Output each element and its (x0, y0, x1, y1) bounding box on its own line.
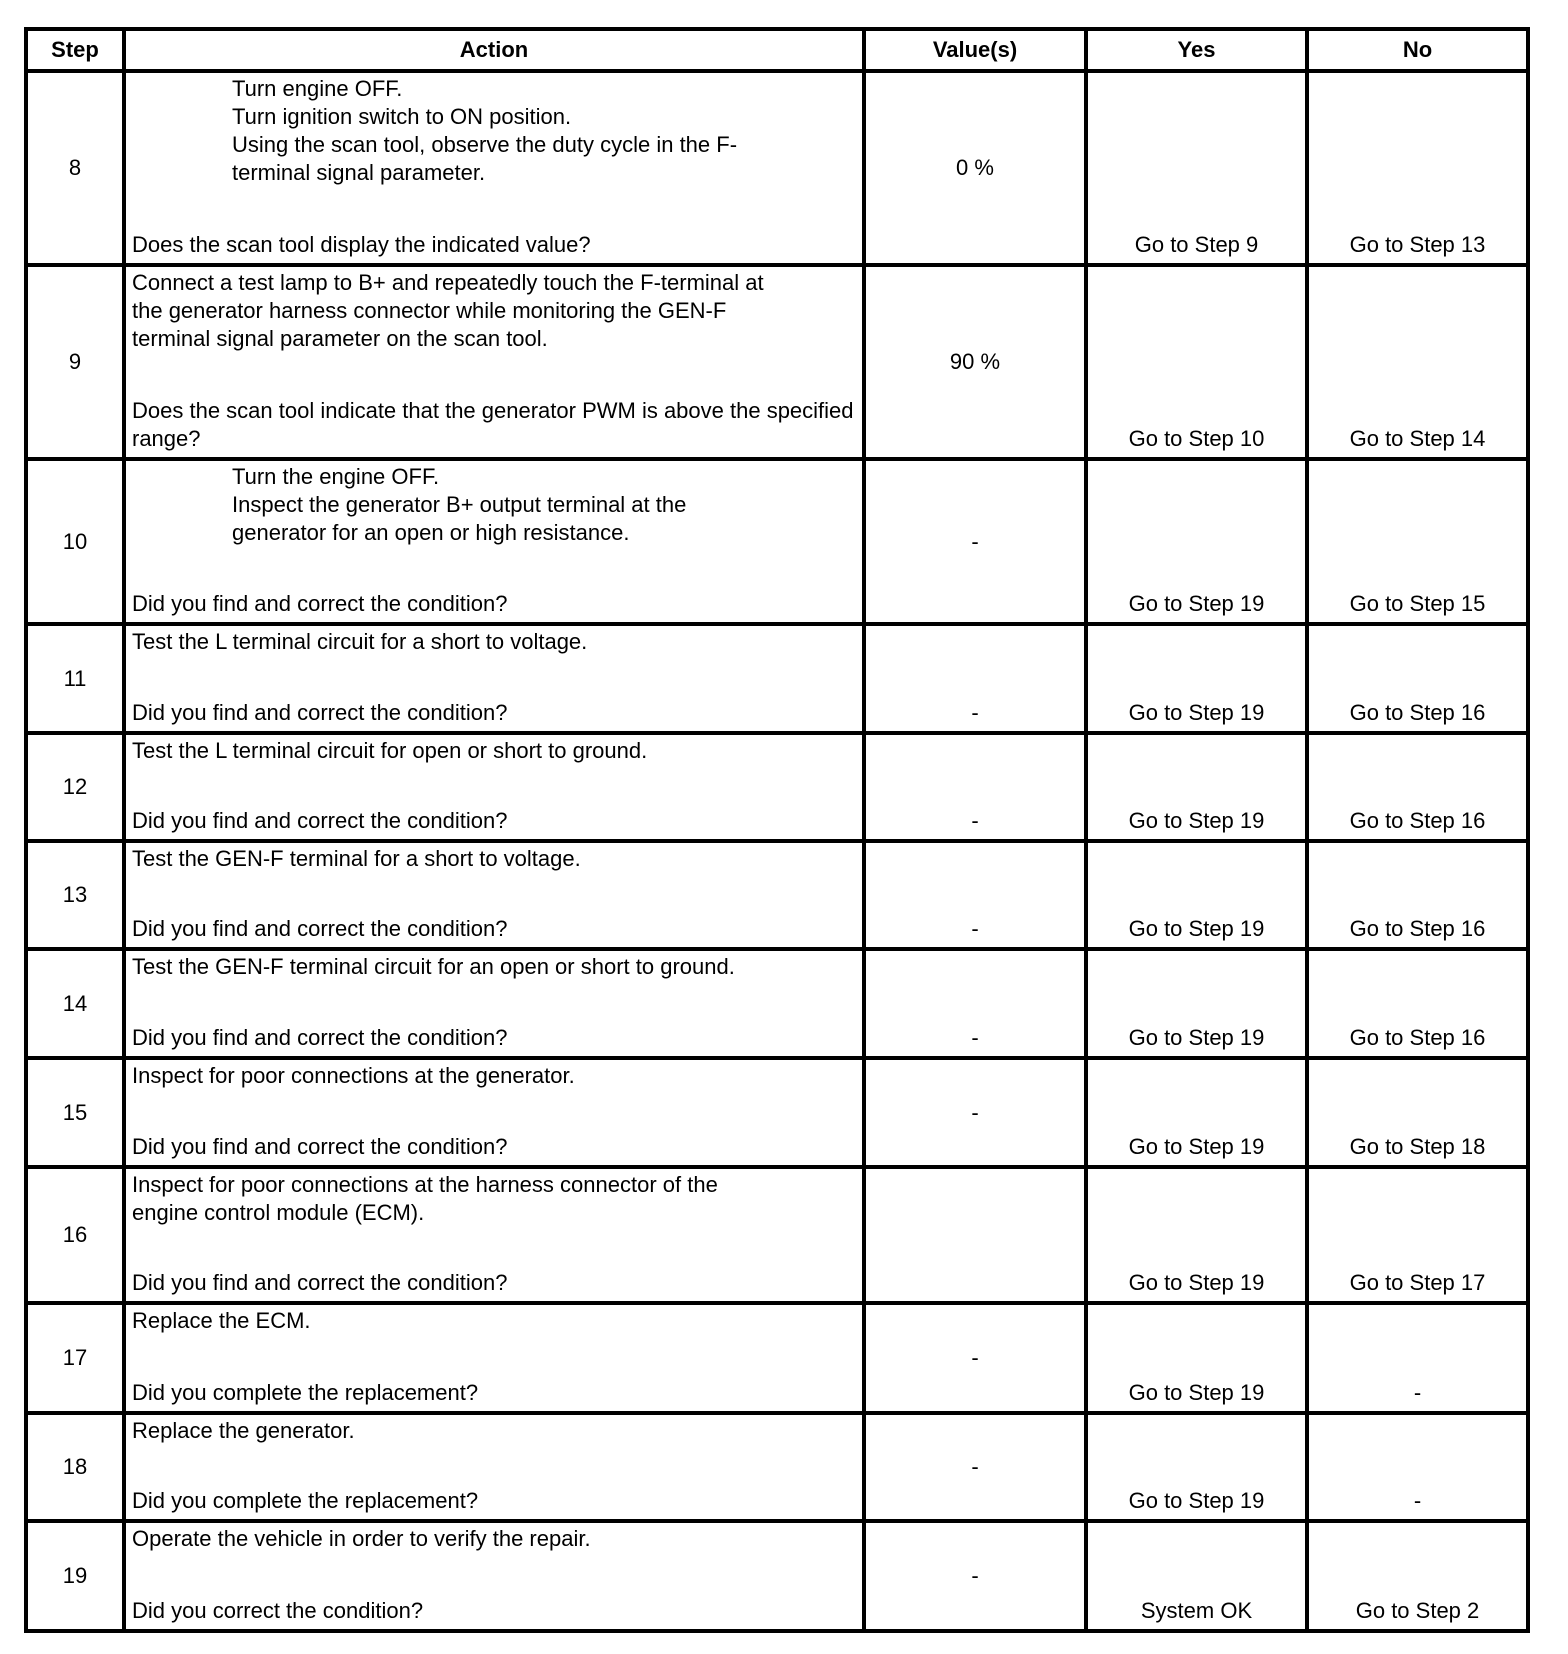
action-content (126, 735, 862, 839)
table-row (26, 1521, 1528, 1631)
action-instructions (132, 269, 856, 353)
action-content (126, 951, 862, 1056)
step-number: 16 (26, 1167, 124, 1303)
action-instructions (132, 1062, 856, 1090)
instruction-line: terminal signal parameter. (232, 160, 486, 185)
value-cell: - (864, 459, 1086, 624)
action-question: Did you complete the replacement? (132, 1488, 479, 1513)
no-result: Go to Step 17 (1307, 1167, 1528, 1303)
instruction-line: Turn ignition switch to ON position. (232, 104, 572, 129)
action-instructions (132, 75, 856, 187)
yes-result: Go to Step 19 (1086, 1058, 1307, 1167)
instruction-line: Inspect for poor connections at the harness connector of the (132, 1172, 718, 1197)
action-instructions (132, 953, 856, 981)
yes-result: Go to Step 9 (1086, 71, 1307, 265)
action-question: Did you find and correct the condition? (132, 591, 508, 616)
instruction-line: Replace the generator. (132, 1418, 355, 1443)
instruction-line: generator for an open or high resistance. (232, 520, 630, 545)
action-content (126, 843, 862, 947)
yes-result: Go to Step 10 (1086, 265, 1307, 459)
no-result: Go to Step 16 (1307, 949, 1528, 1058)
value-cell: - (864, 624, 1086, 733)
action-content (126, 267, 862, 457)
step-number: 17 (26, 1303, 124, 1413)
action-content (126, 1060, 862, 1165)
step-number: 14 (26, 949, 124, 1058)
table-row (26, 1303, 1528, 1413)
table-row (26, 1058, 1528, 1167)
action-cell (124, 841, 864, 949)
action-instructions (132, 1307, 856, 1335)
step-number: 8 (26, 71, 124, 265)
value-cell: - (864, 841, 1086, 949)
step-number: 18 (26, 1413, 124, 1521)
value-cell: 90 % (864, 265, 1086, 459)
header-yes: Yes (1086, 29, 1307, 71)
action-question: Did you find and correct the condition? (132, 700, 508, 725)
action-cell (124, 71, 864, 265)
action-question: Did you find and correct the condition? (132, 1025, 508, 1050)
action-content (126, 73, 862, 263)
action-question: Did you complete the replacement? (132, 1380, 479, 1405)
no-result: Go to Step 14 (1307, 265, 1528, 459)
action-content (126, 1305, 862, 1411)
value-cell: - (864, 949, 1086, 1058)
action-instructions (132, 1417, 856, 1445)
instruction-line: Test the L terminal circuit for a short to voltage. (132, 629, 588, 654)
no-result: Go to Step 16 (1307, 841, 1528, 949)
yes-result: Go to Step 19 (1086, 459, 1307, 624)
yes-result: Go to Step 19 (1086, 733, 1307, 841)
action-instructions (132, 845, 856, 873)
header-no: No (1307, 29, 1528, 71)
instruction-line: engine control module (ECM). (132, 1200, 425, 1225)
yes-result: Go to Step 19 (1086, 841, 1307, 949)
instruction-line: Test the GEN-F terminal circuit for an open or short to ground. (132, 954, 735, 979)
action-cell (124, 1167, 864, 1303)
instruction-line: terminal signal parameter on the scan tool. (132, 326, 548, 351)
action-cell (124, 1413, 864, 1521)
action-cell (124, 1303, 864, 1413)
yes-result: Go to Step 19 (1086, 1413, 1307, 1521)
header-action: Action (124, 29, 864, 71)
action-content (126, 1169, 862, 1301)
no-result: Go to Step 13 (1307, 71, 1528, 265)
no-result: - (1307, 1413, 1528, 1521)
action-content (126, 626, 862, 731)
instruction-line: Turn engine OFF. (232, 76, 403, 101)
yes-result: Go to Step 19 (1086, 1303, 1307, 1413)
value-cell: - (864, 1058, 1086, 1167)
action-cell (124, 1521, 864, 1631)
value-cell: - (864, 1413, 1086, 1521)
action-cell (124, 459, 864, 624)
step-number: 19 (26, 1521, 124, 1631)
instruction-line: Test the L terminal circuit for open or short to ground. (132, 738, 648, 763)
step-number: 9 (26, 265, 124, 459)
action-cell (124, 624, 864, 733)
instruction-line: Using the scan tool, observe the duty cycle in the F- (232, 132, 738, 157)
step-number: 10 (26, 459, 124, 624)
action-question: Did you find and correct the condition? (132, 1270, 508, 1295)
no-result: Go to Step 18 (1307, 1058, 1528, 1167)
action-cell (124, 949, 864, 1058)
no-result: - (1307, 1303, 1528, 1413)
table-row (26, 733, 1528, 841)
table-row (26, 1413, 1528, 1521)
action-instructions (132, 737, 856, 765)
value-cell: - (864, 1521, 1086, 1631)
action-cell (124, 733, 864, 841)
no-result: Go to Step 16 (1307, 733, 1528, 841)
value-cell: - (864, 733, 1086, 841)
yes-result: System OK (1086, 1521, 1307, 1631)
action-question: Did you find and correct the condition? (132, 1134, 508, 1159)
step-number: 13 (26, 841, 124, 949)
table-row (26, 949, 1528, 1058)
instruction-line: the generator harness connector while monitoring the GEN-F (132, 298, 727, 323)
no-result: Go to Step 2 (1307, 1521, 1528, 1631)
value-cell (864, 1167, 1086, 1303)
yes-result: Go to Step 19 (1086, 1167, 1307, 1303)
action-question: Did you find and correct the condition? (132, 916, 508, 941)
yes-result: Go to Step 19 (1086, 624, 1307, 733)
yes-result: Go to Step 19 (1086, 949, 1307, 1058)
instruction-line: Inspect the generator B+ output terminal at the (232, 492, 687, 517)
action-instructions (132, 628, 856, 656)
action-instructions (132, 463, 856, 547)
action-content (126, 461, 862, 622)
instruction-line: Test the GEN-F terminal for a short to voltage. (132, 846, 581, 871)
no-result: Go to Step 15 (1307, 459, 1528, 624)
value-cell: 0 % (864, 71, 1086, 265)
table-row (26, 624, 1528, 733)
instruction-line: Replace the ECM. (132, 1308, 311, 1333)
table-row (26, 459, 1528, 624)
instruction-line: Connect a test lamp to B+ and repeatedly touch the F-terminal at (132, 270, 764, 295)
table-row (26, 1167, 1528, 1303)
table-row (26, 841, 1528, 949)
action-content (126, 1523, 862, 1629)
action-question: Did you correct the condition? (132, 1598, 424, 1623)
step-number: 15 (26, 1058, 124, 1167)
value-cell: - (864, 1303, 1086, 1413)
table-row (26, 71, 1528, 265)
action-instructions (132, 1525, 856, 1553)
step-number: 12 (26, 733, 124, 841)
action-question: Does the scan tool display the indicated value? (132, 232, 591, 257)
instruction-line: Operate the vehicle in order to verify the repair. (132, 1526, 591, 1551)
action-question: Did you find and correct the condition? (132, 808, 508, 833)
action-instructions (132, 1171, 856, 1227)
instruction-line: Inspect for poor connections at the generator. (132, 1063, 575, 1088)
header-row (26, 29, 1528, 71)
action-cell (124, 265, 864, 459)
action-content (126, 1415, 862, 1519)
action-cell (124, 1058, 864, 1167)
header-step: Step (26, 29, 124, 71)
diagnostic-steps-table (24, 27, 1530, 1633)
no-result: Go to Step 16 (1307, 624, 1528, 733)
instruction-line: Turn the engine OFF. (232, 464, 440, 489)
action-question: Does the scan tool indicate that the generator PWM is above the specified range? (132, 398, 854, 451)
table-row (26, 265, 1528, 459)
step-number: 11 (26, 624, 124, 733)
header-values: Value(s) (864, 29, 1086, 71)
